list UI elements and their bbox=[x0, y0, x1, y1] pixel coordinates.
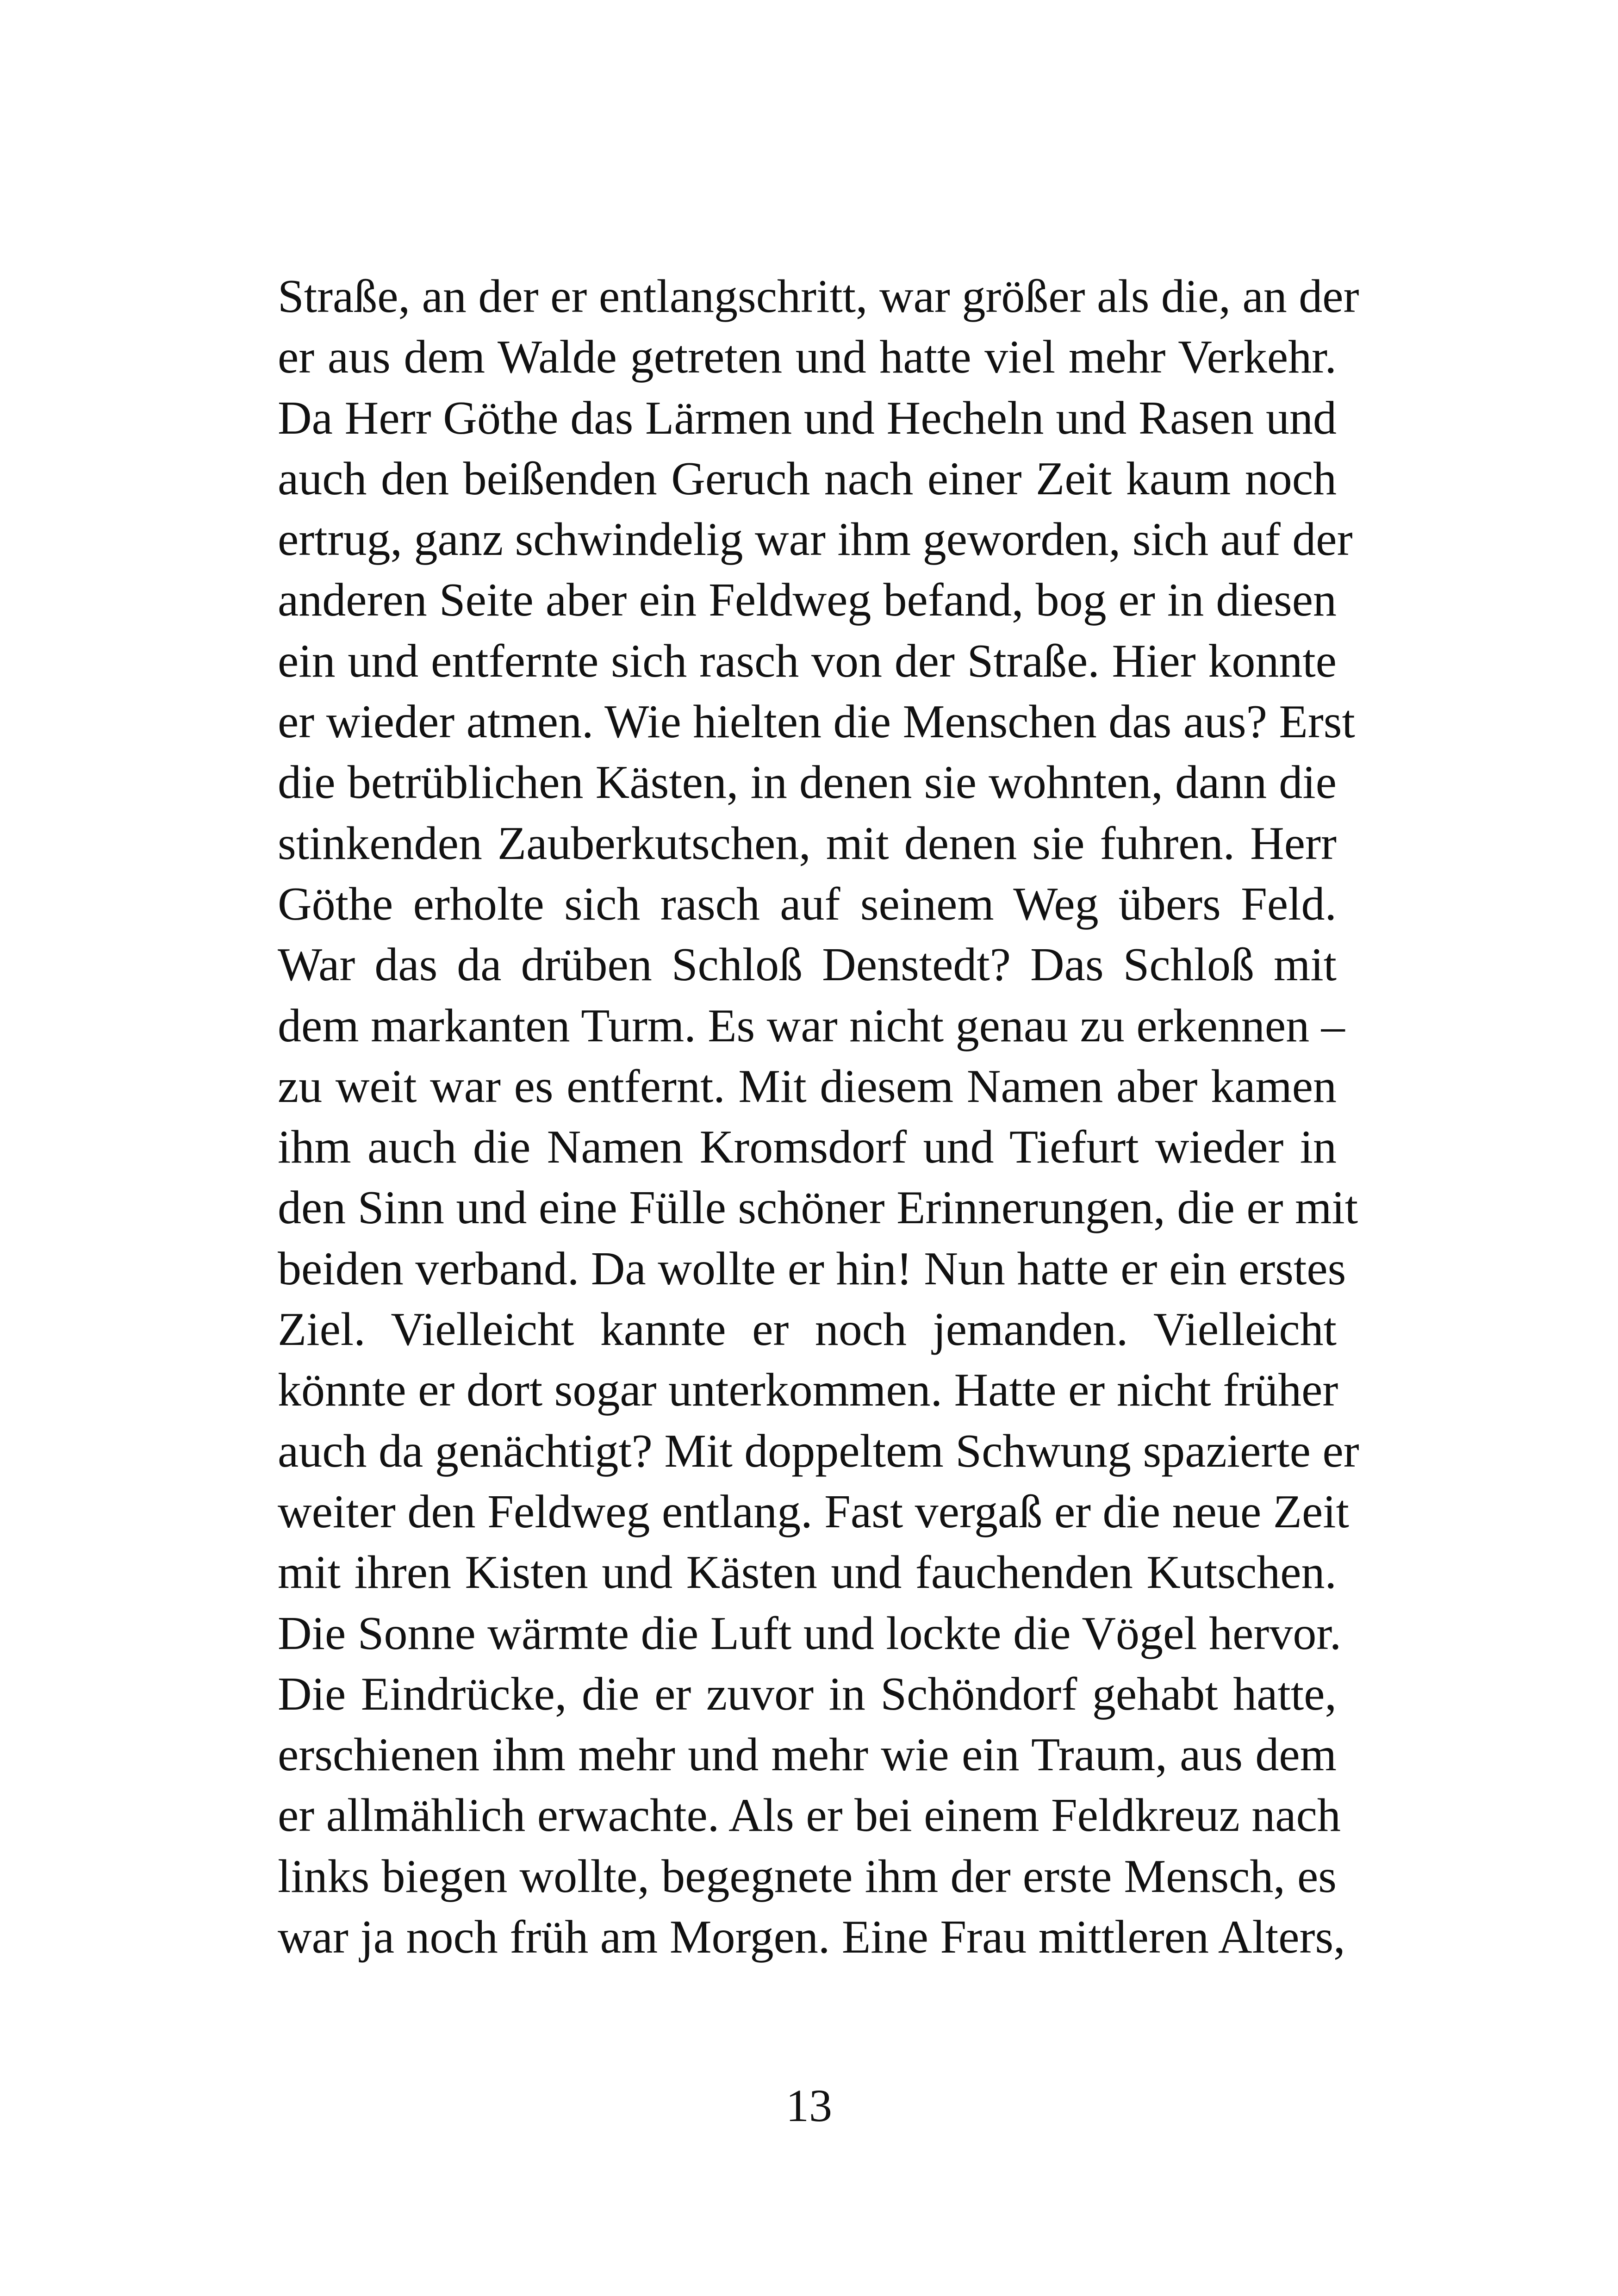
text-line: War das da drüben Schloß Denstedt? Das Schloß mit bbox=[278, 939, 1337, 991]
text-line: war ja noch früh am Morgen. Eine Frau mittleren Alters, bbox=[278, 1911, 1345, 1964]
text-line: Da Herr Göthe das Lärmen und Hecheln und Rasen und bbox=[278, 392, 1337, 444]
text-line: Ziel. Vielleicht kannte er noch jemanden. Vielleicht bbox=[278, 1303, 1337, 1356]
text-line: Straße, an der er entlangschritt, war größer als die, an der bbox=[278, 270, 1359, 323]
text-line: stinkenden Zauberkutschen, mit denen sie fuhren. Herr bbox=[278, 817, 1337, 870]
text-line: er allmählich erwachte. Als er bei einem Feldkreuz nach bbox=[278, 1789, 1341, 1842]
text-line: die betrüblichen Kästen, in denen sie wohnten, dann die bbox=[278, 756, 1337, 809]
text-line: Die Sonne wärmte die Luft und lockte die Vögel hervor. bbox=[278, 1607, 1342, 1660]
text-line: links biegen wollte, begegnete ihm der erste Mensch, es bbox=[278, 1850, 1337, 1903]
text-line: Göthe erholte sich rasch auf seinem Weg übers Feld. bbox=[278, 877, 1337, 930]
text-line: er wieder atmen. Wie hielten die Menschen das aus? Erst bbox=[278, 696, 1355, 748]
text-line: ertrug, ganz schwindelig war ihm geworden, sich auf der bbox=[278, 513, 1353, 566]
text-line: mit ihren Kisten und Kästen und fauchenden Kutschen. bbox=[278, 1546, 1337, 1599]
text-line: den Sinn und eine Fülle schöner Erinnerungen, die er mit bbox=[278, 1182, 1358, 1234]
body-text bbox=[278, 266, 1359, 1967]
text-line: anderen Seite aber ein Feldweg befand, bog er in diesen bbox=[278, 574, 1337, 627]
text-line: auch den beißenden Geruch nach einer Zeit kaum noch bbox=[278, 452, 1337, 505]
text-line: auch da genächtigt? Mit doppeltem Schwung spazierte er bbox=[278, 1425, 1359, 1477]
page-number: 13 bbox=[786, 2080, 832, 2131]
text-line: Die Eindrücke, die er zuvor in Schöndorf gehabt hatte, bbox=[278, 1668, 1337, 1720]
text-line: erschienen ihm mehr und mehr wie ein Traum, aus dem bbox=[278, 1729, 1337, 1781]
text-line: ihm auch die Namen Kromsdorf und Tiefurt wieder in bbox=[278, 1121, 1337, 1174]
text-line: ein und entfernte sich rasch von der Straße. Hier konnte bbox=[278, 635, 1337, 687]
text-line: weiter den Feldweg entlang. Fast vergaß er die neue Zeit bbox=[278, 1485, 1349, 1538]
text-line: er aus dem Walde getreten und hatte viel mehr Verkehr. bbox=[278, 331, 1337, 384]
text-line: zu weit war es entfernt. Mit diesem Namen aber kamen bbox=[278, 1060, 1337, 1113]
text-line: beiden verband. Da wollte er hin! Nun hatte er ein erstes bbox=[278, 1242, 1346, 1295]
text-line: könnte er dort sogar unterkommen. Hatte er nicht früher bbox=[278, 1364, 1338, 1417]
text-line: dem markanten Turm. Es war nicht genau zu erkennen – bbox=[278, 999, 1345, 1052]
